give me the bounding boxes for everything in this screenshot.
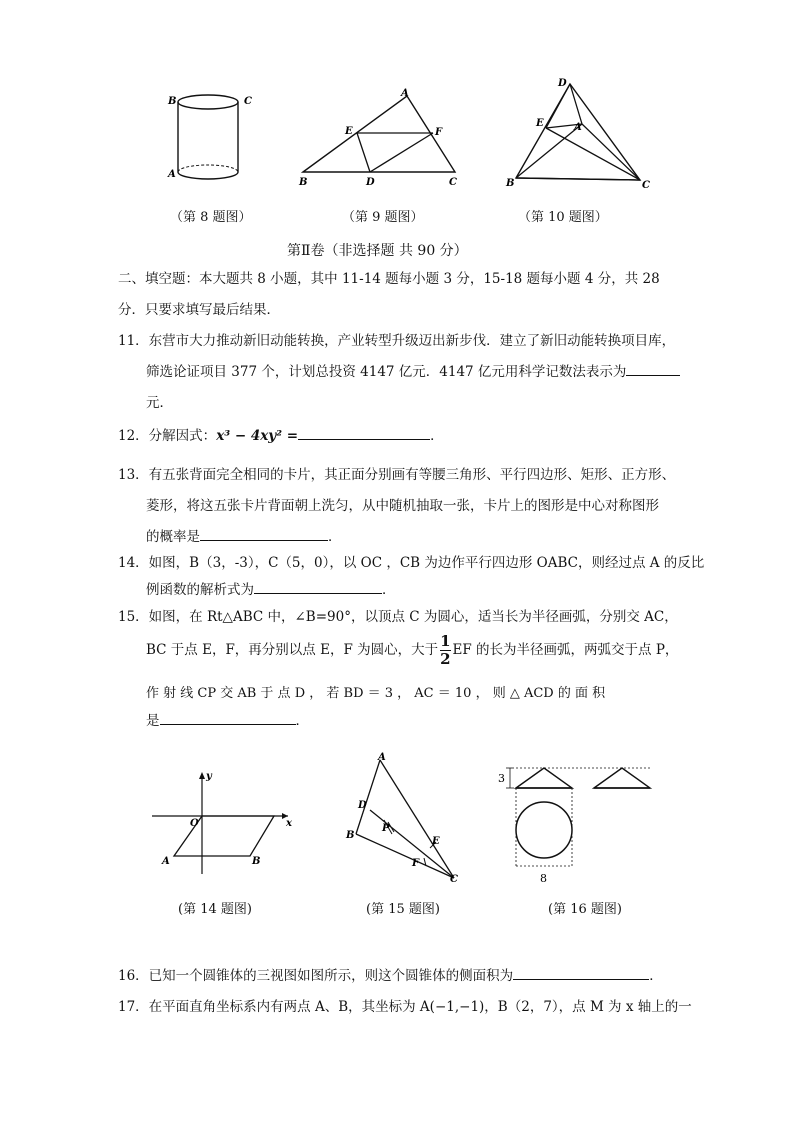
fig9-label-b: B: [299, 177, 308, 188]
q13-answer-blank[interactable]: [200, 528, 328, 541]
caption-fig14: (第 14 题图): [178, 902, 252, 917]
caption-fig10: （第 10 题图）: [518, 210, 608, 225]
q15-line-2: [146, 633, 678, 668]
caption-fig16: (第 16 题图): [548, 902, 622, 917]
q16-line: [118, 964, 663, 984]
q13-line-3: [146, 525, 342, 545]
fig9-label-d: D: [366, 177, 375, 188]
q16-suffix: ．: [649, 968, 663, 984]
q14-line-1: 14．如图，B（3，-3），C（5，0），以 OC ，CB 为边作平行四边形 OABC，则经过点 A 的反比: [118, 555, 705, 571]
fig8-label-c: C: [244, 96, 252, 107]
figure-8-cylinder: [160, 88, 270, 198]
figure-9-triangle: [295, 86, 465, 191]
q11-line-1: 11．东营市大力推动新旧动能转换，产业转型升级迈出新步伐．建立了新旧动能转换项目库，: [118, 333, 676, 349]
fig14-label-y: y: [206, 771, 212, 782]
fig10-label-d: D: [558, 78, 567, 89]
fig14-label-o: O: [190, 818, 199, 829]
q12-suffix: ．: [430, 428, 444, 444]
q12-prefix: 12．分解因式：: [118, 428, 217, 444]
q14-answer-blank[interactable]: [254, 581, 382, 594]
q11-line-3: 元．: [146, 395, 173, 411]
q15-line-1: 15．如图，在 Rt△ABC 中，∠B=90°，以顶点 C 为圆心，适当长为半径画弧，分别交 AC，: [118, 609, 678, 625]
fig10-label-e: E: [536, 118, 544, 129]
q16-prefix: 16．已知一个圆锥体的三视图如图所示，则这个圆锥体的侧面积为: [118, 968, 514, 984]
fig16-height-label: 3: [498, 772, 505, 785]
q12-expression: x³ − 4xy² =: [216, 428, 299, 444]
q12-line: [118, 424, 444, 444]
q15-suffix: ．: [295, 713, 309, 729]
fig14-label-x: x: [286, 818, 292, 829]
q15-frac-num: 1: [440, 632, 451, 650]
q13-line-1: 13．有五张背面完全相同的卡片，其正面分别画有等腰三角形、平行四边形、矩形、正方形、: [118, 467, 676, 483]
section-title: 第Ⅱ卷（非选择题 共 90 分）: [287, 243, 468, 259]
caption-fig8: （第 8 题图）: [170, 210, 252, 225]
q13-prefix: 的概率是: [146, 529, 200, 545]
q11-line-2: [146, 360, 680, 380]
q12-answer-blank[interactable]: [298, 427, 430, 440]
fig15-label-p: P: [382, 823, 390, 834]
figure-14-parallelogram: [148, 770, 298, 880]
q11-text: 筛选论证项目 377 个，计划总投资 4147 亿元．4147 亿元用科学记数法表示为: [146, 364, 627, 380]
q15-text-b: EF 的长为半径画弧，两弧交于点 P，: [452, 642, 679, 658]
q17-line-1: 17．在平面直角坐标系内有两点 A、B，其坐标为 A(−1,−1)，B（2，7），点 M 为 x 轴上的一: [118, 999, 692, 1015]
fig14-label-b: B: [252, 856, 261, 867]
fig9-label-a: A: [401, 88, 409, 99]
caption-fig15: (第 15 题图): [366, 902, 440, 917]
fig15-label-d: D: [358, 800, 367, 811]
q14-prefix: 例函数的解析式为: [146, 582, 254, 598]
figure-15-triangle: [340, 752, 465, 887]
fig10-label-a: A: [574, 122, 582, 133]
fig15-label-a: A: [378, 752, 386, 763]
q15-text-a: BC 于点 E，F，再分别以点 E，F 为圆心，大于: [146, 642, 439, 658]
q16-answer-blank[interactable]: [513, 967, 649, 980]
q15-frac-den: 2: [440, 650, 451, 668]
q14-line-2: [146, 578, 396, 598]
fig10-label-b: B: [506, 178, 515, 189]
fig9-label-e: E: [345, 126, 353, 137]
q15-answer-blank[interactable]: [160, 712, 296, 725]
q15-line-4: [146, 709, 309, 729]
fig10-label-c: C: [642, 180, 650, 191]
fig15-label-c: C: [450, 874, 458, 885]
figure-10-triangles: [500, 74, 660, 192]
fig8-label-b: B: [168, 96, 177, 107]
fig9-label-f: F: [435, 127, 443, 138]
fig9-label-c: C: [449, 177, 457, 188]
fig14-label-a: A: [162, 856, 170, 867]
q15-prefix: 是: [146, 713, 160, 729]
q14-suffix: ．: [382, 582, 396, 598]
intro-line-2: 分．只要求填写最后结果．: [118, 302, 280, 318]
fig15-label-e: E: [432, 836, 440, 847]
caption-fig9: （第 9 题图）: [342, 210, 424, 225]
figure-16-three-views: [494, 758, 664, 890]
fig15-label-f: F: [412, 858, 420, 869]
intro-line-1: 二、填空题：本大题共 8 小题，其中 11-14 题每小题 3 分，15-18 题每小题 4 分，共 28: [118, 271, 660, 287]
q13-line-2: 菱形，将这五张卡片背面朝上洗匀，从中随机抽取一张，卡片上的图形是中心对称图形: [146, 498, 659, 514]
fig8-label-a: A: [168, 169, 176, 180]
q15-line-3: 作 射 线 CP 交 AB 于 点 D ， 若 BD ＝ 3 ， AC ＝ 10 ， 则 △ ACD 的 面 积: [146, 686, 606, 701]
q11-answer-blank[interactable]: [626, 363, 680, 376]
q13-suffix: ．: [328, 529, 342, 545]
fig16-width-label: 8: [540, 872, 547, 885]
q15-fraction: [440, 633, 450, 668]
fig15-label-b: B: [346, 830, 355, 841]
